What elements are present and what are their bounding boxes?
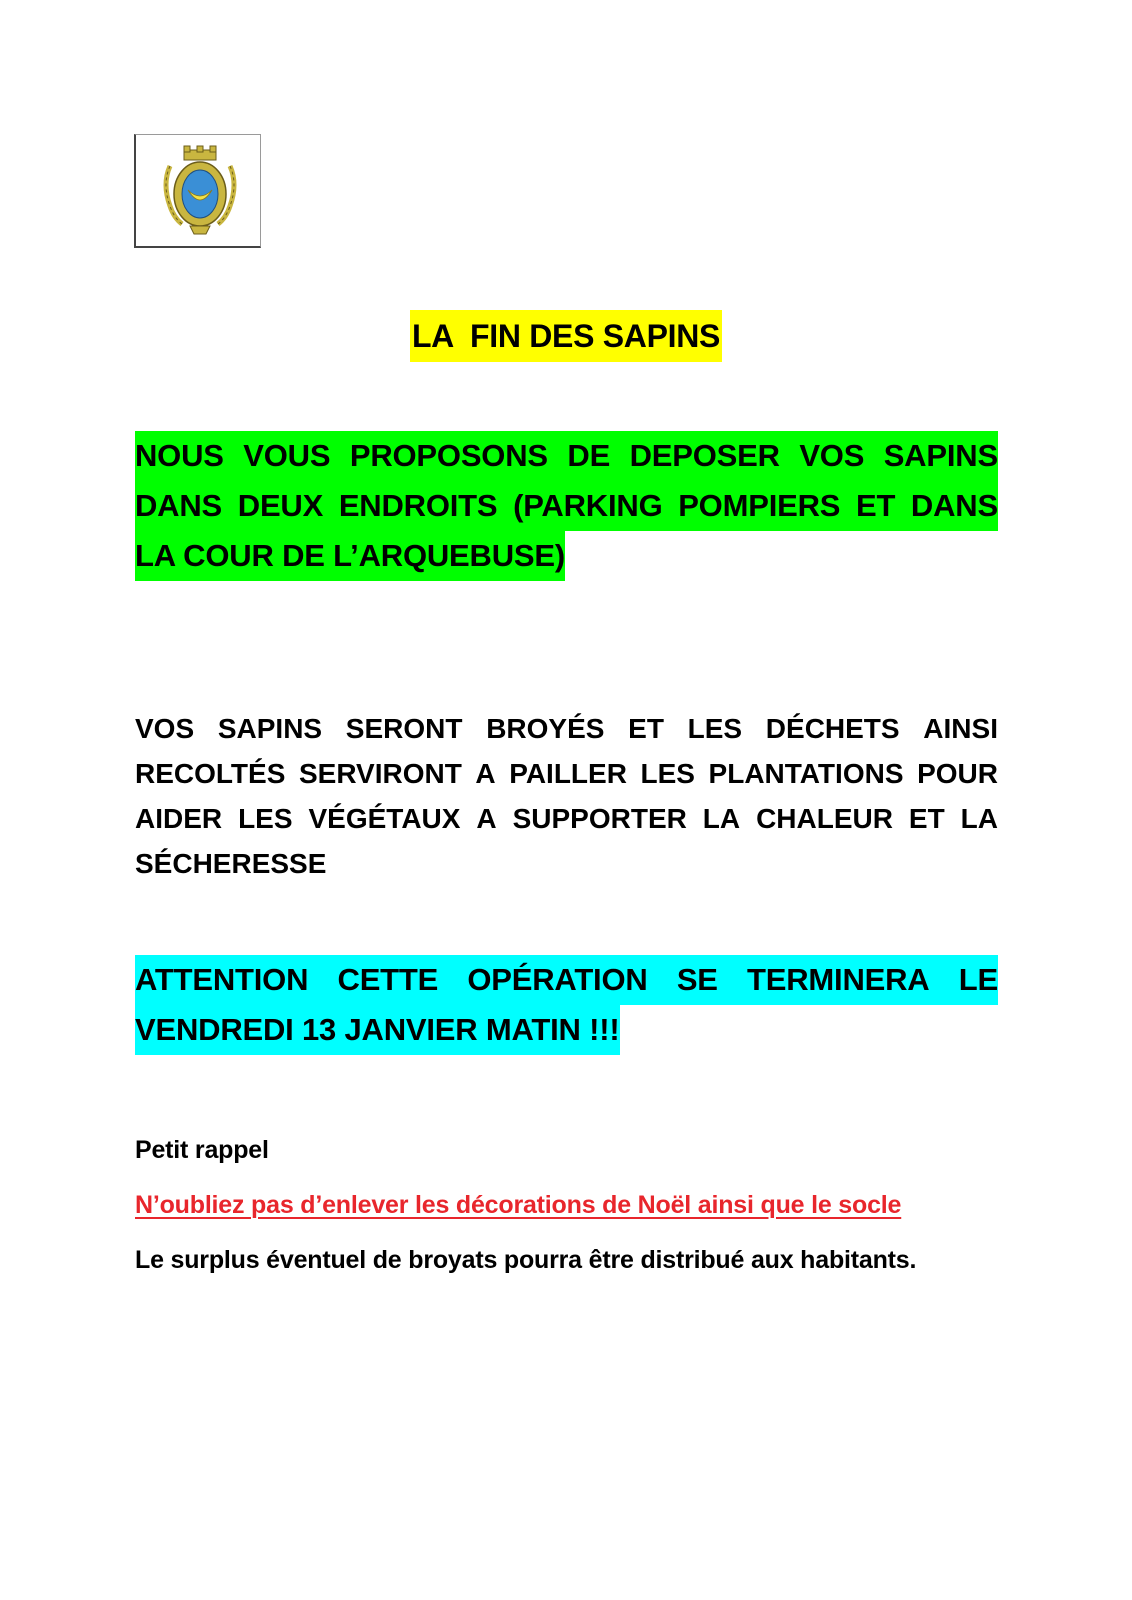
word: ET <box>628 713 664 744</box>
word: VÉGÉTAUX <box>308 803 461 834</box>
word: A <box>476 803 497 834</box>
word: SERONT <box>345 713 463 744</box>
page-title: LA FIN DES SAPINS <box>410 310 722 362</box>
word: VOUS <box>243 438 331 473</box>
word: RECOLTÉS <box>135 758 286 789</box>
cyan-line-1 <box>135 955 998 1005</box>
word: LA <box>960 803 998 834</box>
word: PROPOSONS <box>349 438 548 473</box>
word: LES <box>238 803 293 834</box>
city-coat-of-arms-icon <box>160 144 240 238</box>
word: ET <box>908 803 945 834</box>
word: PAILLER <box>509 758 627 789</box>
body-line-3 <box>135 796 998 841</box>
word: DEPOSER <box>629 438 780 473</box>
body-line-1 <box>135 706 998 751</box>
green-line-2 <box>135 481 998 531</box>
word: VOS <box>135 713 195 744</box>
word: ENDROITS <box>338 488 498 523</box>
word: AIDER <box>135 803 223 834</box>
word: LA <box>702 803 741 834</box>
word: ATTENTION <box>135 962 309 997</box>
word: NOUS <box>135 438 224 473</box>
word: DE <box>567 438 611 473</box>
reminder-note: Le surplus éventuel de broyats pourra être distribué aux habitants. <box>135 1246 917 1274</box>
word: CHALEUR <box>756 803 893 834</box>
body-paragraph <box>135 706 998 886</box>
word: LES <box>687 713 743 744</box>
logo-frame <box>134 134 261 248</box>
reminder-heading: Petit rappel <box>135 1136 269 1164</box>
word: PLANTATIONS <box>708 758 904 789</box>
word: SAPINS <box>883 438 998 473</box>
word: CETTE <box>337 962 439 997</box>
body-line-2 <box>135 751 998 796</box>
word: SAPINS <box>217 713 323 744</box>
title-container <box>0 310 1132 362</box>
word: DÉCHETS <box>765 713 900 744</box>
word: DANS <box>910 488 998 523</box>
word: SE <box>676 962 718 997</box>
word: POUR <box>917 758 998 789</box>
word: BROYÉS <box>486 713 605 744</box>
word: POMPIERS <box>678 488 841 523</box>
green-announcement <box>135 431 998 581</box>
word: TERMINERA <box>747 962 930 997</box>
word: SUPPORTER <box>512 803 687 834</box>
cyan-line-2: VENDREDI 13 JANVIER MATIN !!! <box>135 1005 620 1055</box>
green-line-3: LA COUR DE L’ARQUEBUSE) <box>135 531 565 581</box>
word: VOS <box>799 438 865 473</box>
green-line-1 <box>135 431 998 481</box>
word: LES <box>640 758 695 789</box>
word: OPÉRATION <box>467 962 648 997</box>
reminder-warning: N’oubliez pas d’enlever les décorations de Noël ainsi que le socle <box>135 1191 902 1219</box>
word: (PARKING <box>513 488 663 523</box>
word: SERVIRONT <box>298 758 462 789</box>
word: AINSI <box>923 713 998 744</box>
word: A <box>475 758 496 789</box>
word: DEUX <box>237 488 324 523</box>
word: LE <box>958 962 998 997</box>
word: DANS <box>135 488 223 523</box>
body-line-4: SÉCHERESSE <box>135 848 327 879</box>
cyan-warning <box>135 955 998 1055</box>
word: ET <box>855 488 896 523</box>
